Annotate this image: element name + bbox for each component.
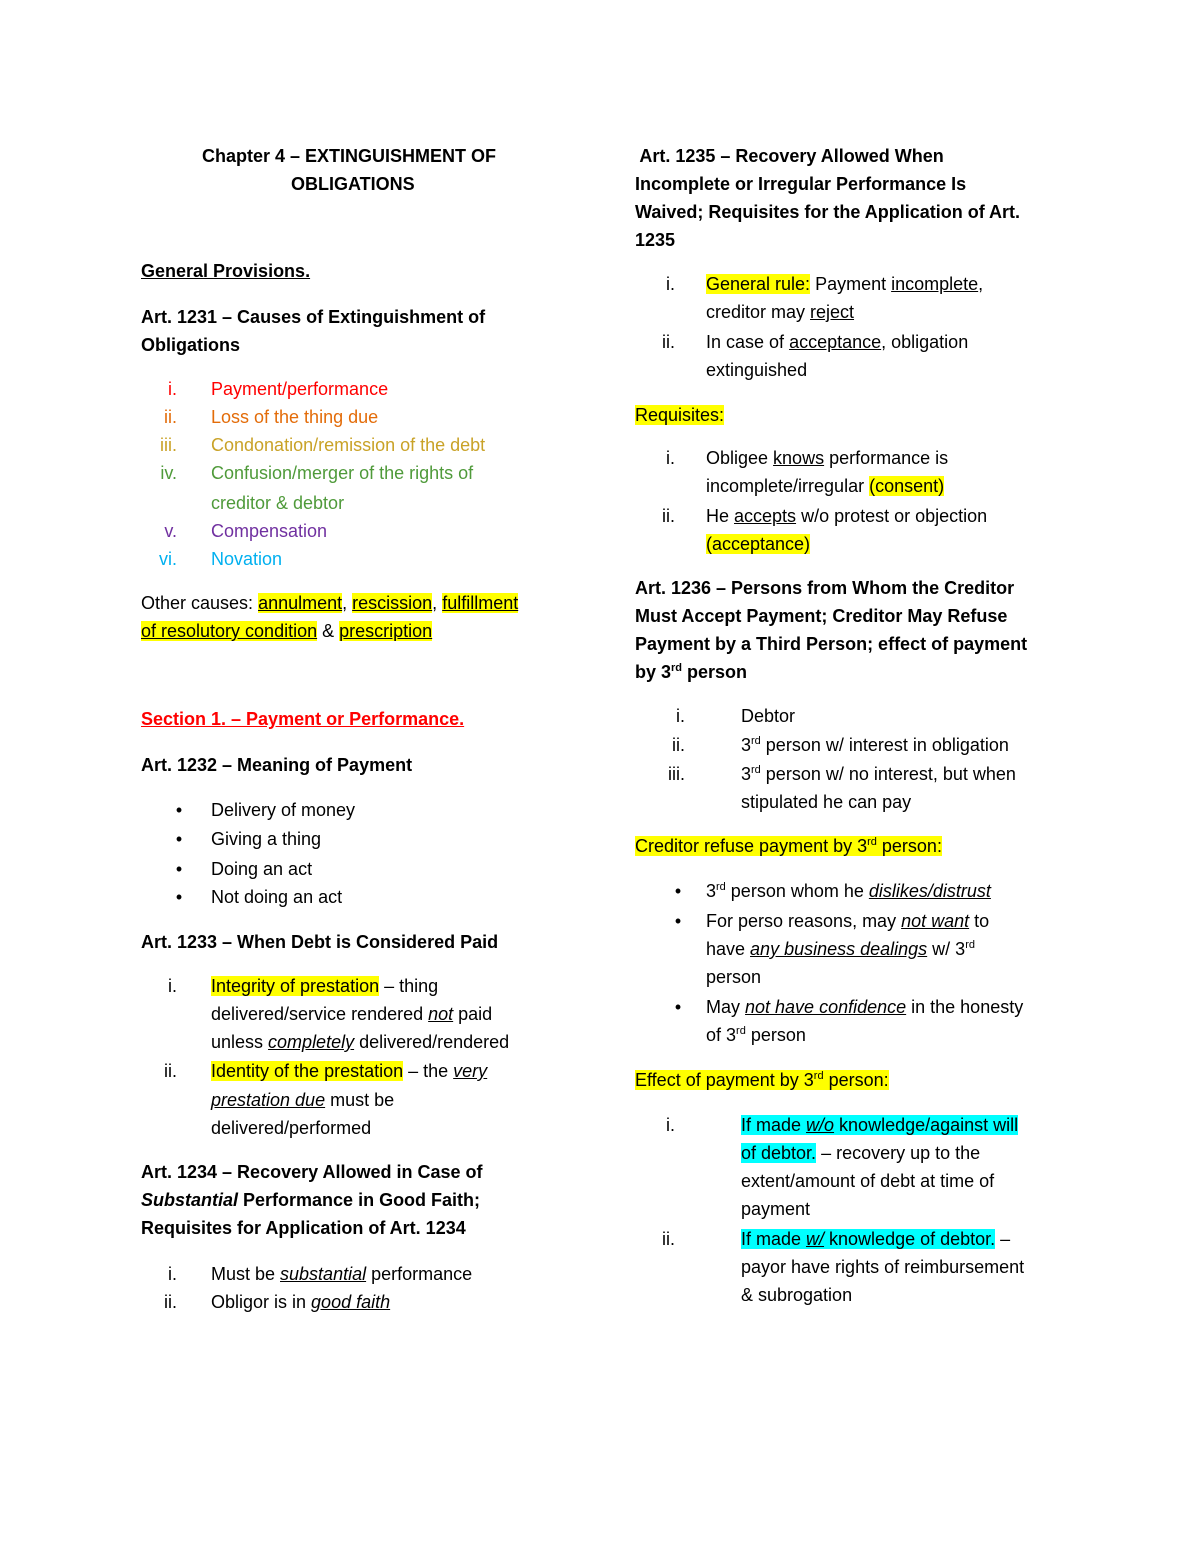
list-item xyxy=(706,879,991,903)
bullet: • xyxy=(175,829,183,849)
list-item-cont xyxy=(706,474,944,498)
list-item: Debtor xyxy=(741,706,796,726)
text: In case of xyxy=(706,332,790,352)
acceptance-label: (acceptance) xyxy=(706,534,811,554)
emphasis: any business dealings xyxy=(750,939,928,959)
list-item xyxy=(211,1262,472,1286)
general-rule: General rule: xyxy=(706,274,811,294)
emphasis: dislikes/distrust xyxy=(868,881,991,901)
separator: , xyxy=(342,593,353,613)
emphasis: not want xyxy=(901,911,970,931)
other-causes xyxy=(141,591,518,615)
list-item: Confusion/merger of the rights of xyxy=(211,463,474,483)
text: , xyxy=(978,274,984,294)
emphasis: not xyxy=(428,1004,454,1024)
text: – xyxy=(995,1229,1011,1249)
fulfillment: fulfillment xyxy=(442,593,519,613)
list-item: Payment/performance xyxy=(211,379,389,399)
text: have xyxy=(706,939,751,959)
text: Obligor is in xyxy=(211,1292,312,1312)
list-item-cont: extent/amount of debt at time of xyxy=(741,1171,995,1191)
text: delivered/rendered xyxy=(354,1032,510,1052)
text: incomplete/irregular xyxy=(706,476,870,496)
identity-of-prestation: Identity of the prestation xyxy=(211,1061,404,1081)
list-item xyxy=(706,446,948,470)
general-provisions-heading: General Provisions. xyxy=(141,261,311,281)
text: in the honesty xyxy=(906,997,1024,1017)
text: Must be xyxy=(211,1264,281,1284)
list-item: Doing an act xyxy=(211,859,313,879)
annulment: annulment xyxy=(258,593,343,613)
superscript: rd xyxy=(751,735,761,747)
requisites-label: Requisites: xyxy=(635,405,725,425)
bullet: • xyxy=(175,859,183,879)
list-number: ii. xyxy=(672,735,685,755)
bullet: • xyxy=(674,911,682,931)
superscript: rd xyxy=(751,764,761,776)
art-1234-title-cont xyxy=(141,1188,480,1212)
list-number: i. xyxy=(666,274,675,294)
list-item xyxy=(211,1059,487,1083)
emphasis: good faith xyxy=(311,1292,391,1312)
list-number: ii. xyxy=(164,407,177,427)
list-item: Giving a thing xyxy=(211,829,322,849)
text: person w/ interest in obligation xyxy=(760,735,1009,755)
list-number: ii. xyxy=(662,1229,675,1249)
art-1236-title: Art. 1236 – Persons from Whom the Creditor xyxy=(635,578,1015,598)
text: delivered/service rendered xyxy=(211,1004,429,1024)
bullet: • xyxy=(175,800,183,820)
emphasis: not have confidence xyxy=(745,997,907,1017)
text: knowledge/against will xyxy=(834,1115,1019,1135)
list-item xyxy=(211,1290,390,1314)
emphasis: substantial xyxy=(280,1264,367,1284)
text: – thing xyxy=(379,976,439,996)
text: Payment xyxy=(810,274,892,294)
bullet: • xyxy=(674,997,682,1017)
separator: & xyxy=(317,621,340,641)
list-number: i. xyxy=(666,448,675,468)
list-item xyxy=(706,272,983,296)
text: He xyxy=(706,506,735,526)
list-number: ii. xyxy=(164,1292,177,1312)
text: 3 xyxy=(741,764,752,784)
art-1231-title-cont: Obligations xyxy=(141,335,240,355)
art-1231-title: Art. 1231 – Causes of Extinguishment of xyxy=(141,307,486,327)
emphasis: accepts xyxy=(734,506,797,526)
list-item-cont: creditor & debtor xyxy=(211,493,345,513)
requisites-heading xyxy=(635,403,724,427)
text: Effect of payment by 3 xyxy=(635,1070,814,1090)
list-item: Delivery of money xyxy=(211,800,356,820)
list-item-cont xyxy=(211,1088,394,1112)
prescription: prescription xyxy=(339,621,433,641)
text: paid xyxy=(453,1004,493,1024)
list-number: ii. xyxy=(662,506,675,526)
emphasis: prestation due xyxy=(211,1090,326,1110)
list-item-cont xyxy=(706,1023,806,1047)
bullet: • xyxy=(674,881,682,901)
list-item-cont xyxy=(741,1141,980,1165)
superscript: rd xyxy=(736,1025,746,1037)
art-1234-title: Art. 1234 – Recovery Allowed in Case of xyxy=(141,1162,483,1182)
list-number: i. xyxy=(666,1115,675,1135)
text: person w/ no interest, but when xyxy=(760,764,1016,784)
list-item xyxy=(741,1113,1018,1137)
text: , obligation xyxy=(881,332,969,352)
list-item-cont: delivered/performed xyxy=(211,1118,372,1138)
emphasis: completely xyxy=(268,1032,355,1052)
separator: , xyxy=(432,593,443,613)
emphasis: incomplete xyxy=(891,274,979,294)
integrity-of-prestation: Integrity of prestation xyxy=(211,976,380,996)
list-item-cont xyxy=(706,937,975,961)
list-item: Novation xyxy=(211,549,283,569)
art-1236-title-cont xyxy=(635,660,747,684)
list-item: Condonation/remission of the debt xyxy=(211,435,486,455)
text: Creditor refuse payment by 3 xyxy=(635,836,868,856)
list-item xyxy=(706,909,989,933)
creditor-refuse-label xyxy=(635,836,942,856)
rescission: rescission xyxy=(352,593,433,613)
text: If made xyxy=(741,1115,807,1135)
text: Performance in Good Faith; xyxy=(238,1190,481,1210)
effect-label xyxy=(635,1070,889,1090)
list-item xyxy=(741,733,1009,757)
list-item xyxy=(211,974,438,998)
resolutory-condition: of resolutory condition xyxy=(141,621,318,641)
list-item-cont xyxy=(706,300,854,324)
list-number: ii. xyxy=(662,332,675,352)
without-knowledge xyxy=(741,1115,1018,1135)
text: If made xyxy=(741,1229,807,1249)
list-number: iii. xyxy=(160,435,177,455)
art-1235-title-cont: Waived; Requisites for the Application of Art. xyxy=(635,202,1021,222)
consent-label: (consent) xyxy=(869,476,945,496)
list-item xyxy=(706,330,968,354)
list-number: iii. xyxy=(668,764,685,784)
text: – the xyxy=(403,1061,454,1081)
text: must be xyxy=(325,1090,395,1110)
list-item-cont: payment xyxy=(741,1199,811,1219)
text: performance xyxy=(366,1264,473,1284)
list-item xyxy=(741,1227,1010,1251)
list-number: v. xyxy=(164,521,177,541)
art-1235-title-cont: Incomplete or Irregular Performance Is xyxy=(635,174,967,194)
list-number: ii. xyxy=(164,1061,177,1081)
list-item xyxy=(706,504,987,528)
list-item-cont xyxy=(211,1002,492,1026)
list-number: iv. xyxy=(160,463,177,483)
art-1235-title: Art. 1235 – Recovery Allowed When xyxy=(635,146,944,166)
list-item: Compensation xyxy=(211,521,328,541)
list-number: i. xyxy=(676,706,685,726)
text: of 3 xyxy=(706,1025,737,1045)
list-item-cont: extinguished xyxy=(706,360,808,380)
art-1232-title: Art. 1232 – Meaning of Payment xyxy=(141,755,413,775)
text: For perso reasons, may xyxy=(706,911,902,931)
text: May xyxy=(706,997,746,1017)
text: – recovery up to the xyxy=(816,1143,981,1163)
of-debtor: of debtor. xyxy=(741,1143,817,1163)
list-item-cont: stipulated he can pay xyxy=(741,792,912,812)
text: person xyxy=(745,1025,806,1045)
emphasis: reject xyxy=(810,302,855,322)
text: w/o protest or objection xyxy=(796,506,988,526)
superscript: rd xyxy=(813,1070,824,1082)
emphasis: w/o xyxy=(806,1115,835,1135)
chapter-title: Chapter 4 – EXTINGUISHMENT OF xyxy=(202,146,497,166)
text: creditor may xyxy=(706,302,811,322)
text: person xyxy=(682,662,748,682)
list-item-cont xyxy=(706,532,810,556)
superscript: rd xyxy=(867,836,877,848)
art-1236-title-cont: Payment by a Third Person; effect of payment xyxy=(635,634,1028,654)
section-1-heading: Section 1. – Payment or Performance. xyxy=(141,709,465,729)
emphasis: knows xyxy=(773,448,825,468)
art-1234-title-cont: Requisites for Application of Art. 1234 xyxy=(141,1218,466,1238)
text: person whom he xyxy=(725,881,869,901)
other-causes-label: Other causes: xyxy=(141,593,259,613)
superscript: rd xyxy=(671,662,683,674)
text: person: xyxy=(876,836,942,856)
text: by 3 xyxy=(635,662,672,682)
with-knowledge xyxy=(741,1229,995,1249)
list-item-cont: person xyxy=(706,967,762,987)
text: w/ 3 xyxy=(927,939,966,959)
effect-heading xyxy=(635,1068,889,1092)
list-item: Not doing an act xyxy=(211,887,343,907)
art-1233-title: Art. 1233 – When Debt is Considered Paid xyxy=(141,932,499,952)
text: person: xyxy=(823,1070,889,1090)
text: unless xyxy=(211,1032,269,1052)
list-number: i. xyxy=(168,1264,177,1284)
creditor-refuse-heading xyxy=(635,834,942,858)
emphasis: acceptance xyxy=(789,332,882,352)
emphasis: very xyxy=(453,1061,488,1081)
list-item-cont: payor have rights of reimbursement xyxy=(741,1257,1025,1277)
other-causes-cont xyxy=(141,619,432,643)
text: 3 xyxy=(706,881,717,901)
list-number: i. xyxy=(168,379,177,399)
emphasis: Substantial xyxy=(141,1190,239,1210)
text: to xyxy=(969,911,990,931)
chapter-title-cont: OBLIGATIONS xyxy=(291,174,415,194)
list-item xyxy=(706,995,1023,1019)
list-item-cont xyxy=(211,1030,509,1054)
list-number: i. xyxy=(168,976,177,996)
superscript: rd xyxy=(716,881,726,893)
text: Obligee xyxy=(706,448,774,468)
text: 3 xyxy=(741,735,752,755)
list-number: vi. xyxy=(159,549,177,569)
art-1235-title-cont: 1235 xyxy=(635,230,676,250)
bullet: • xyxy=(175,887,183,907)
list-item: Loss of the thing due xyxy=(211,407,379,427)
superscript: rd xyxy=(965,939,975,951)
emphasis: w/ xyxy=(806,1229,825,1249)
text: knowledge of debtor. xyxy=(824,1229,996,1249)
art-1236-title-cont: Must Accept Payment; Creditor May Refuse xyxy=(635,606,1008,626)
text: performance is xyxy=(824,448,949,468)
list-item xyxy=(741,762,1016,786)
list-item-cont: & subrogation xyxy=(741,1285,853,1305)
